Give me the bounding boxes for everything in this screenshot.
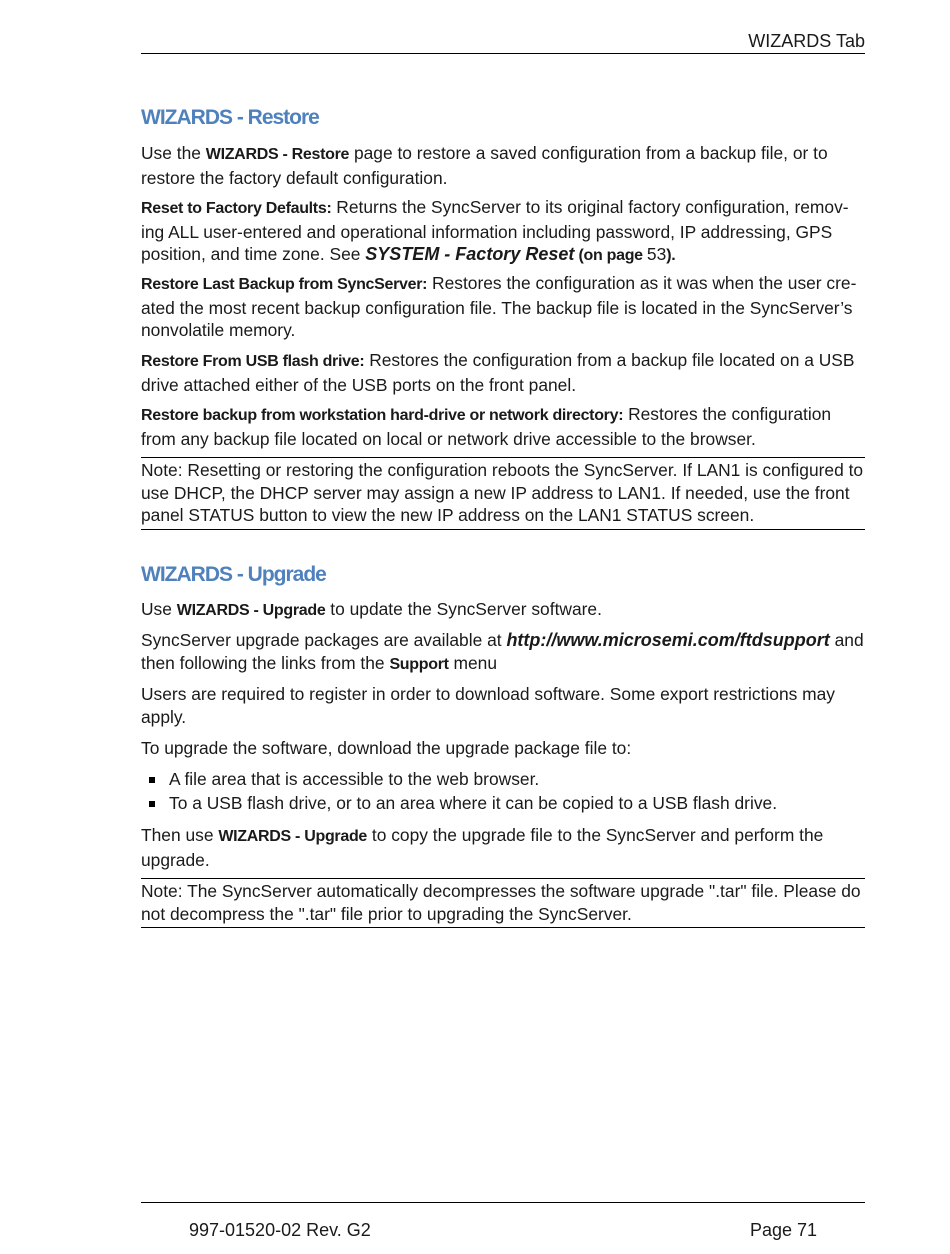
last-backup-text: Restores the configuration as it was when the user cre-ated the most recent backup configuration file. The backup file is located in the SyncServer’s nonvolatile memory.	[141, 273, 857, 340]
restore-intro-pre: Use the	[141, 143, 206, 163]
workstation-restore-paragraph	[141, 403, 865, 450]
restore-intro-term: WIZARDS - Restore	[205, 146, 350, 163]
ftdsupport-link[interactable]: http://www.microsemi.com/ftdsupport	[506, 630, 830, 650]
document-page	[141, 0, 865, 1254]
factory-reset-link[interactable]: SYSTEM - Factory Reset	[365, 244, 575, 264]
last-backup-paragraph	[141, 272, 865, 342]
then-use-post: to copy the upgrade file to the SyncServer and perform the upgrade.	[141, 825, 824, 870]
support-menu-term: Support	[389, 655, 449, 673]
usb-restore-term: Restore From USB flash drive:	[141, 353, 365, 370]
upgrade-packages-post: menu	[448, 652, 498, 673]
bullet-icon	[149, 777, 155, 783]
factory-reset-paragraph	[141, 196, 865, 268]
how-to-upgrade-paragraph: To upgrade the software, download the upgrade package file to:	[141, 738, 632, 758]
usb-restore-text: Restores the configuration from a backup file located on a USB drive attached either of the USB ports on the front panel.	[141, 350, 855, 395]
last-backup-term: Restore Last Backup from SyncServer:	[141, 276, 428, 293]
page-header	[141, 31, 865, 54]
then-use-term: WIZARDS - Upgrade	[218, 828, 368, 845]
upgrade-intro-term: WIZARDS - Upgrade	[176, 602, 326, 619]
factory-reset-term: Reset to Factory Defaults:	[141, 200, 332, 217]
upgrade-packages-mid: and then following the links from the	[141, 630, 864, 673]
page-footer	[141, 1202, 865, 1240]
upgrade-location-list	[141, 767, 865, 815]
then-use-pre: Then use	[141, 825, 219, 845]
upgrade-section-title: WIZARDS - Upgrade	[141, 563, 326, 586]
list-item-text: To a USB flash drive, or to an area where it can be copied to a USB flash drive.	[169, 793, 778, 813]
factory-reset-ref-suffix: (on page	[574, 247, 647, 264]
header-title: WIZARDS Tab	[748, 31, 865, 51]
restore-section-title: WIZARDS - Restore	[141, 106, 319, 129]
factory-reset-ref-end: ).	[666, 247, 676, 264]
factory-reset-text: Returns the SyncServer to its original factory configuration, remov-ing ALL user-entered and operational information including password, IP addressing, GPS position, and time zone. See	[141, 197, 849, 264]
workstation-restore-text: Restores the configuration from any backup file located on local or network drive accessible to the browser.	[141, 404, 832, 449]
list-item	[141, 791, 865, 815]
upgrade-packages-paragraph	[141, 629, 865, 676]
upgrade-intro-pre: Use	[141, 599, 177, 619]
usb-restore-paragraph	[141, 349, 865, 396]
upgrade-intro-post: to update the SyncServer software.	[325, 599, 602, 619]
upgrade-note: Note: The SyncServer automatically decompresses the software upgrade ".tar" file. Please do not decompress the ".tar" file prior to upgrading the SyncServer.	[141, 878, 865, 928]
restore-intro-post: page to restore a saved configuration from a backup file, or to restore the factory default configuration.	[141, 143, 828, 188]
factory-reset-page-number: 53	[646, 244, 667, 264]
upgrade-intro-paragraph	[141, 598, 865, 623]
upgrade-packages-pre: SyncServer upgrade packages are available at	[141, 630, 507, 650]
then-use-paragraph	[141, 824, 865, 871]
restore-intro-paragraph	[141, 142, 865, 189]
page-number: Page 71	[749, 1220, 817, 1240]
register-paragraph: Users are required to register in order to download software. Some export restrictions may apply.	[141, 684, 835, 727]
restore-note: Note: Resetting or restoring the configuration reboots the SyncServer. If LAN1 is configured to use DHCP, the DHCP server may assign a new IP address to LAN1. If needed, use the front panel STATUS button to view the new IP address on the LAN1 STATUS screen.	[141, 457, 865, 530]
bullet-icon	[149, 801, 155, 807]
workstation-restore-term: Restore backup from workstation hard-drive or network directory:	[141, 407, 624, 424]
list-item	[141, 767, 865, 791]
list-item-text: A file area that is accessible to the web browser.	[169, 769, 540, 789]
document-number: 997-01520-02 Rev. G2	[189, 1220, 371, 1240]
